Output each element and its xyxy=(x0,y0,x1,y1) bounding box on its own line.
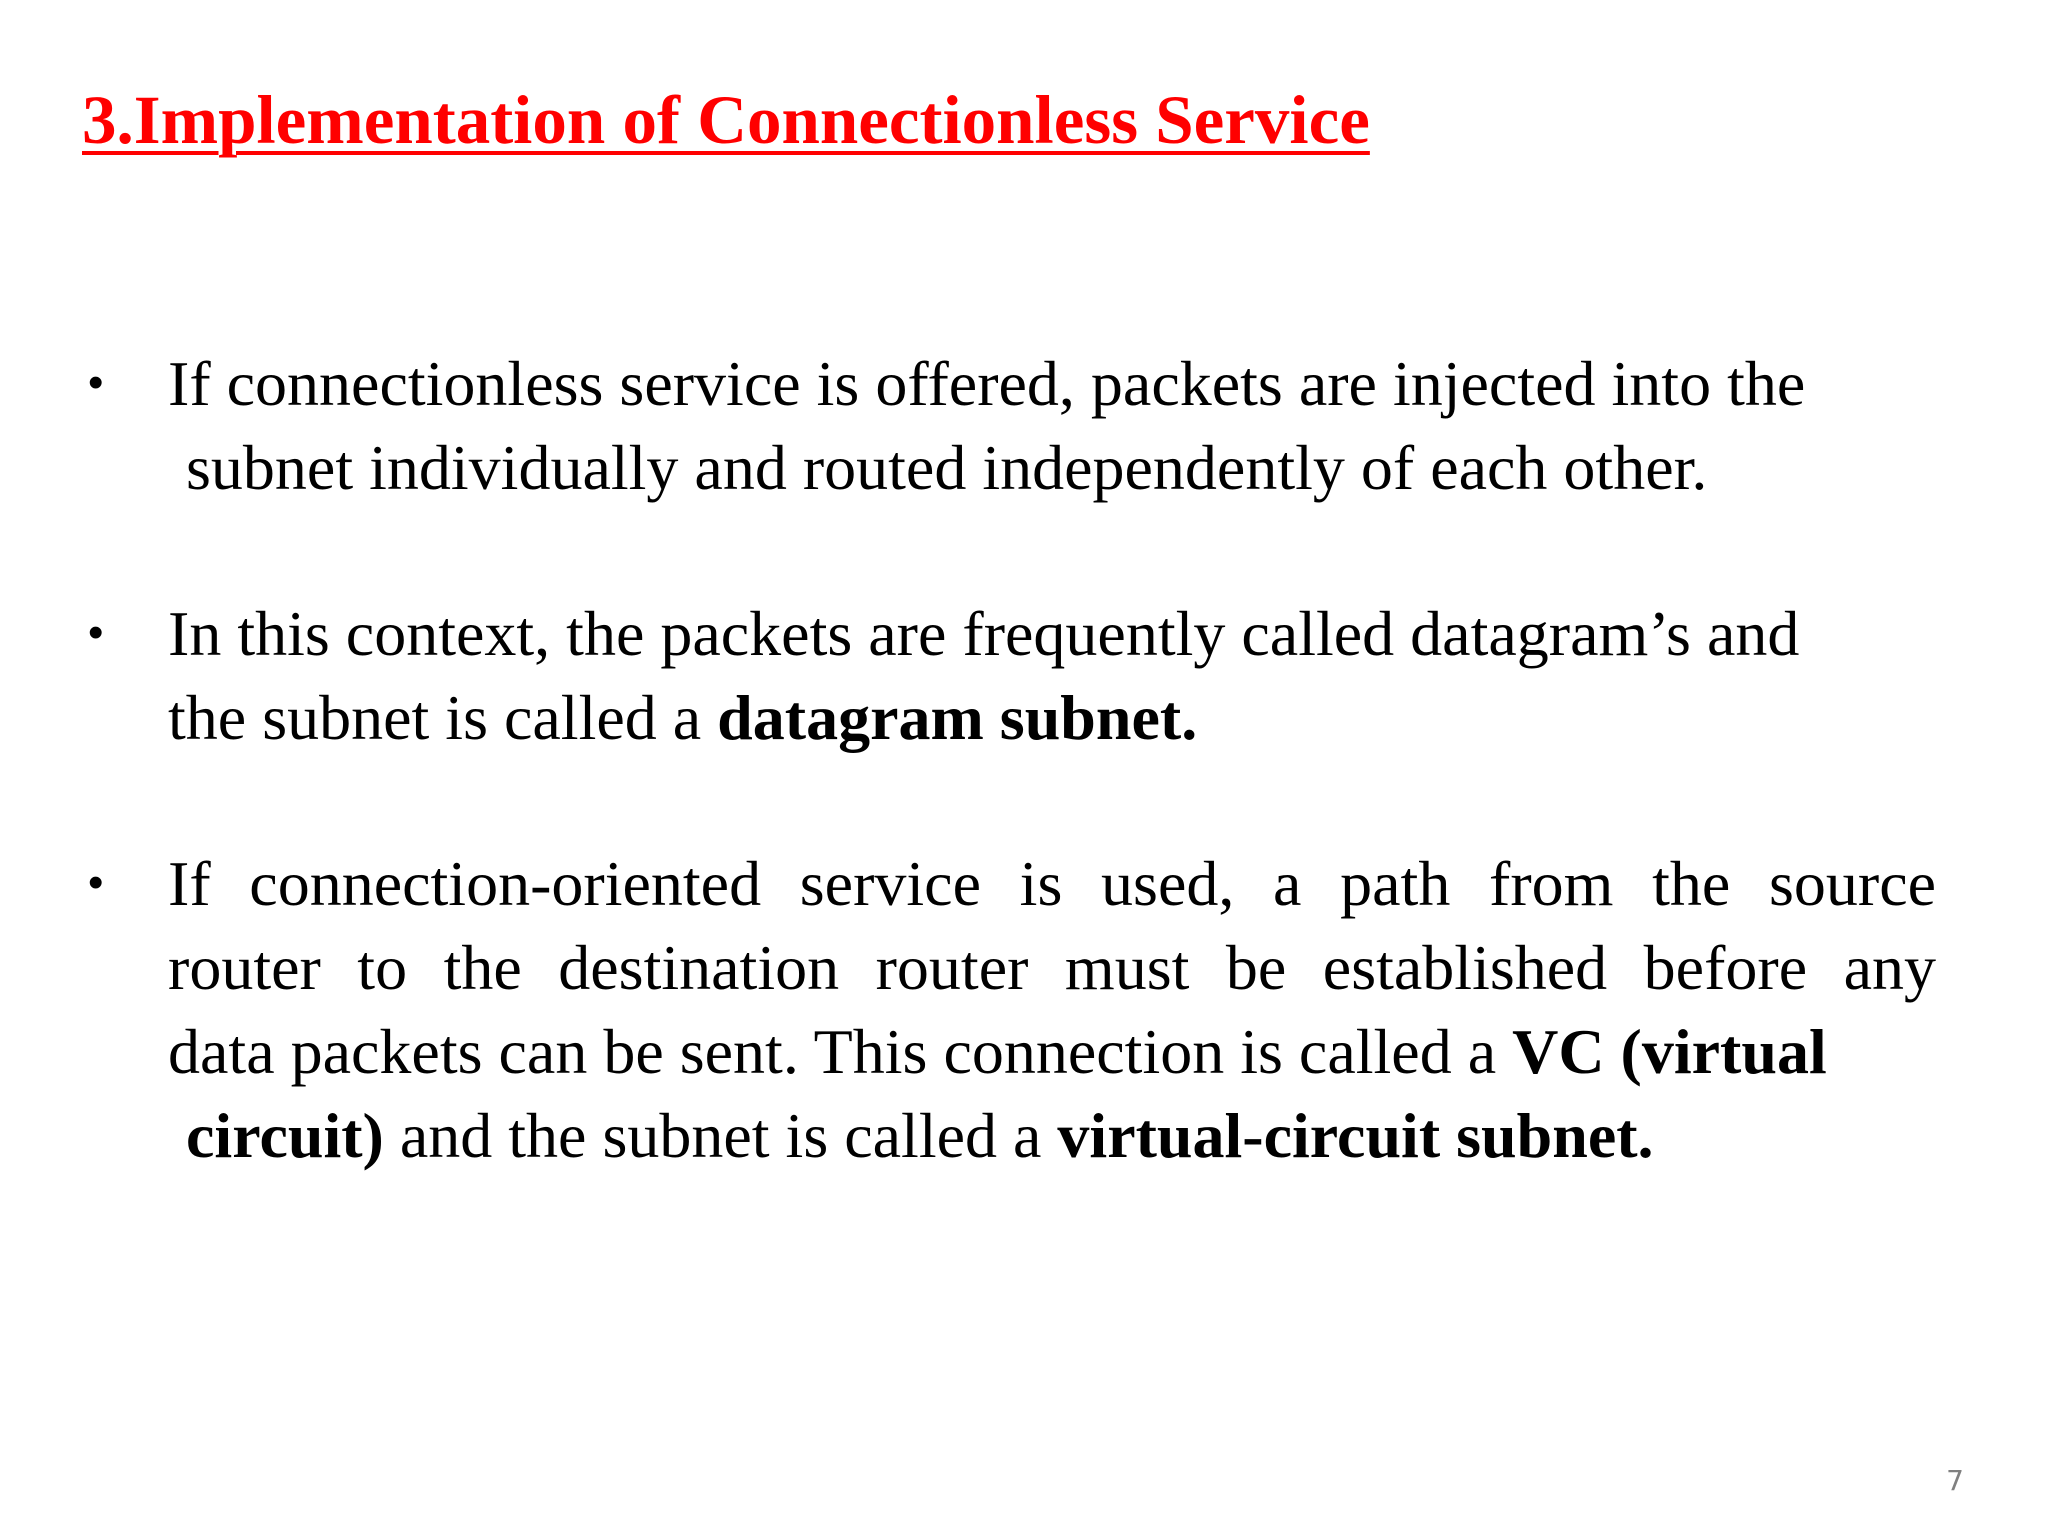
bullet-line-text: the subnet is called a xyxy=(168,682,718,753)
slide-title: 3.Implementation of Connectionless Service xyxy=(82,82,1370,158)
bold-term: circuit) xyxy=(186,1100,384,1171)
bullet-line-text: and the subnet is called a xyxy=(383,1100,1058,1171)
bullet-line xyxy=(168,1094,1936,1178)
bullet-dot-icon: • xyxy=(88,858,104,907)
bullet-line xyxy=(168,1010,1936,1094)
bullet-line-text: data packets can be sent. This connection is called a xyxy=(168,1016,1513,1087)
bullet-line: router to the destination router must be established before any xyxy=(168,932,1936,1003)
page-number: 7 xyxy=(1946,1464,1964,1497)
bullet-line xyxy=(168,676,1936,760)
bold-term: datagram subnet. xyxy=(717,682,1198,753)
bold-term: VC (virtual xyxy=(1512,1016,1827,1087)
bullet-line: If connectionless service is offered, packets are injected into the xyxy=(168,348,1806,419)
bullet-line: subnet individually and routed independently of each other. xyxy=(186,432,1708,503)
bullet-text xyxy=(168,342,1936,510)
bullet-line: If connection-oriented service is used, a path from the source xyxy=(168,848,1936,919)
bullet-text xyxy=(168,592,1936,760)
bold-term: virtual-circuit subnet. xyxy=(1057,1100,1654,1171)
bullet-dot-icon: • xyxy=(88,358,104,407)
bullet-line: In this context, the packets are frequently called datagram’s and xyxy=(168,598,1800,669)
bullet-dot-icon: • xyxy=(88,608,104,657)
bullet-text xyxy=(168,842,1936,1178)
